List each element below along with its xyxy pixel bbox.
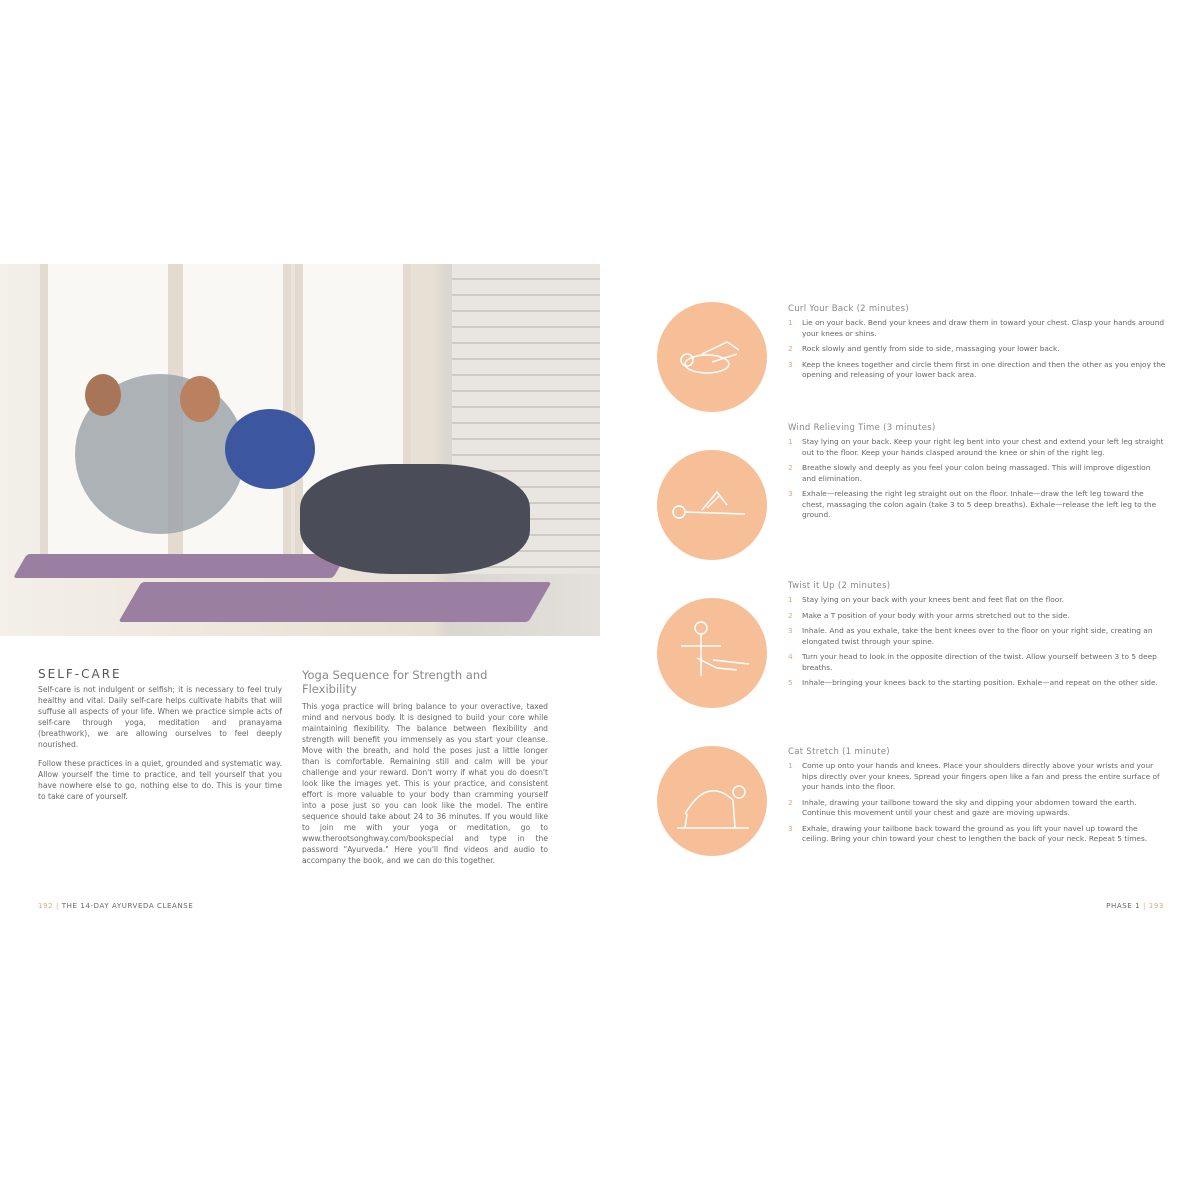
step-list xyxy=(788,318,1166,381)
yoga-mat xyxy=(118,582,551,622)
self-care-body xyxy=(38,684,282,810)
curl-back-pose-icon xyxy=(657,302,767,412)
curl-back-section xyxy=(788,304,1166,386)
step: 3 Inhale. And as you exhale, take the bent knees over to the floor on your right side, creating an elongated twist through your spine. xyxy=(788,626,1153,646)
step: 1 Stay lying on your back with your knees bent and feet flat on the floor. xyxy=(788,595,1064,604)
step: 1 Stay lying on your back. Keep your right leg bent into your chest and extend your left leg straight out to the floor. Keep your hands clasped around the knee or shin of the right leg. xyxy=(788,437,1164,457)
step: 3 Exhale, drawing your tailbone back toward the ground as you lift your navel up toward the ceiling. Bring your chin toward your chest to lengthen the back of your neck. Repeat 5 times. xyxy=(788,823,1148,843)
twist-pose-icon xyxy=(657,598,767,708)
wind-relieving-pose-icon xyxy=(657,450,767,560)
step: 2 Make a T position of your body with your arms stretched out to the side. xyxy=(788,610,1070,620)
cat-stretch-section xyxy=(788,747,1166,850)
section-title: Wind Relieving Time (3 minutes) xyxy=(788,423,936,433)
phase-label: PHASE 1 xyxy=(1106,902,1141,910)
step-list xyxy=(788,761,1166,845)
left-footer: 192 | THE 14-DAY AYURVEDA CLEANSE xyxy=(38,902,194,910)
section-title: Cat Stretch (1 minute) xyxy=(788,747,890,757)
step-list xyxy=(788,437,1166,521)
step: 1 Lie on your back. Bend your knees and draw them in toward your chest. Clasp your hands around your knees or shins. xyxy=(788,318,1165,338)
woman-top xyxy=(225,409,315,489)
yoga-sequence-body: This yoga practice will bring balance to your overactive, taxed mind and nervous body. It is designed to build your core while maintaining flexibility. The balance between flexibility and strength will benefit you immensely as you start your cleanse. Move with the breath, and hold the poses just a little longer than is comfortable. Remaining still and calm will be your challenge and your reward. Don't worry if what you do doesn't look like the images yet. This is your practice, and consistent effort is more valuable to your body than cramming yourself into a pose just so you can look like the model. The entire sequence should take about 24 to 36 minutes. If you would like to join me with your yoga or meditation, go to www.therootsonghway.com/bookspecial and type in the password "Ayurveda." Here you'll find videos and audio to accompany the book, and we can do this together. xyxy=(302,702,548,865)
yoga-mat xyxy=(13,554,347,578)
cat-stretch-pose-icon xyxy=(657,746,767,856)
yoga-couple-photo xyxy=(0,264,600,636)
paragraph: Follow these practices in a quiet, grounded and systematic way. Allow yourself the time to practice, and tell yourself that you have nowhere else to go, nothing else to do. This is your time to take care of yourself. xyxy=(38,759,282,801)
step: 4 Turn your head to look in the opposite direction of the twist. Allow yourself between 3 to 5 deep breaths. xyxy=(788,652,1157,672)
right-footer: PHASE 1 | 193 xyxy=(1106,902,1164,910)
book-title: THE 14-DAY AYURVEDA CLEANSE xyxy=(61,902,194,910)
page-number: 192 xyxy=(38,902,54,910)
step: 3 Keep the knees together and circle them first in one direction and then the other as you enjoy the opening and releasing of your lower back area. xyxy=(788,359,1166,379)
woman-legs xyxy=(300,464,530,574)
wind-relieving-section xyxy=(788,423,1166,526)
step-list xyxy=(788,595,1166,689)
paragraph: Self-care is not indulgent or selfish; it is necessary to feel truly healthy and vital. Daily self-care helps cultivate habits that will suffuse all aspects of your life. When we practice simple acts of self-care through yoga, meditation and pranayama (breathwork), we are allowing ourselves to feel deeply nourished. xyxy=(38,685,282,749)
page-number: 193 xyxy=(1148,902,1164,910)
twist-section xyxy=(788,581,1166,694)
man-head xyxy=(85,374,121,416)
step: 2 Inhale, drawing your tailbone toward the sky and dipping your abdomen toward the earth. Continue this movement until your chest and gaze are moving upwards. xyxy=(788,797,1137,817)
step: 5 Inhale—bringing your knees back to the starting position. Exhale—and repeat on the other side. xyxy=(788,678,1158,687)
woman-head xyxy=(180,376,220,422)
yoga-sequence-heading: Yoga Sequence for Strength and Flexibility xyxy=(302,668,488,696)
section-title: Twist it Up (2 minutes) xyxy=(788,581,891,591)
step: 1 Come up onto your hands and knees. Place your shoulders directly above your wrists and your hips directly over your knees. Spread your fingers open like a fan and press the entire surface of your hands into the floor. xyxy=(788,761,1160,791)
step: 2 Breathe slowly and deeply as you feel your colon being massaged. This will improve digestion and elimination. xyxy=(788,463,1151,483)
section-title: Curl Your Back (2 minutes) xyxy=(788,304,910,314)
step: 2 Rock slowly and gently from side to side, massaging your lower back. xyxy=(788,344,1060,353)
step: 3 Exhale—releasing the right leg straight out on the floor. Inhale—draw the left leg toward the chest, massaging the colon again (take 3 to 5 deep breaths). Exhale—release the left leg to the ground. xyxy=(788,489,1157,519)
self-care-heading: SELF-CARE xyxy=(38,667,122,681)
